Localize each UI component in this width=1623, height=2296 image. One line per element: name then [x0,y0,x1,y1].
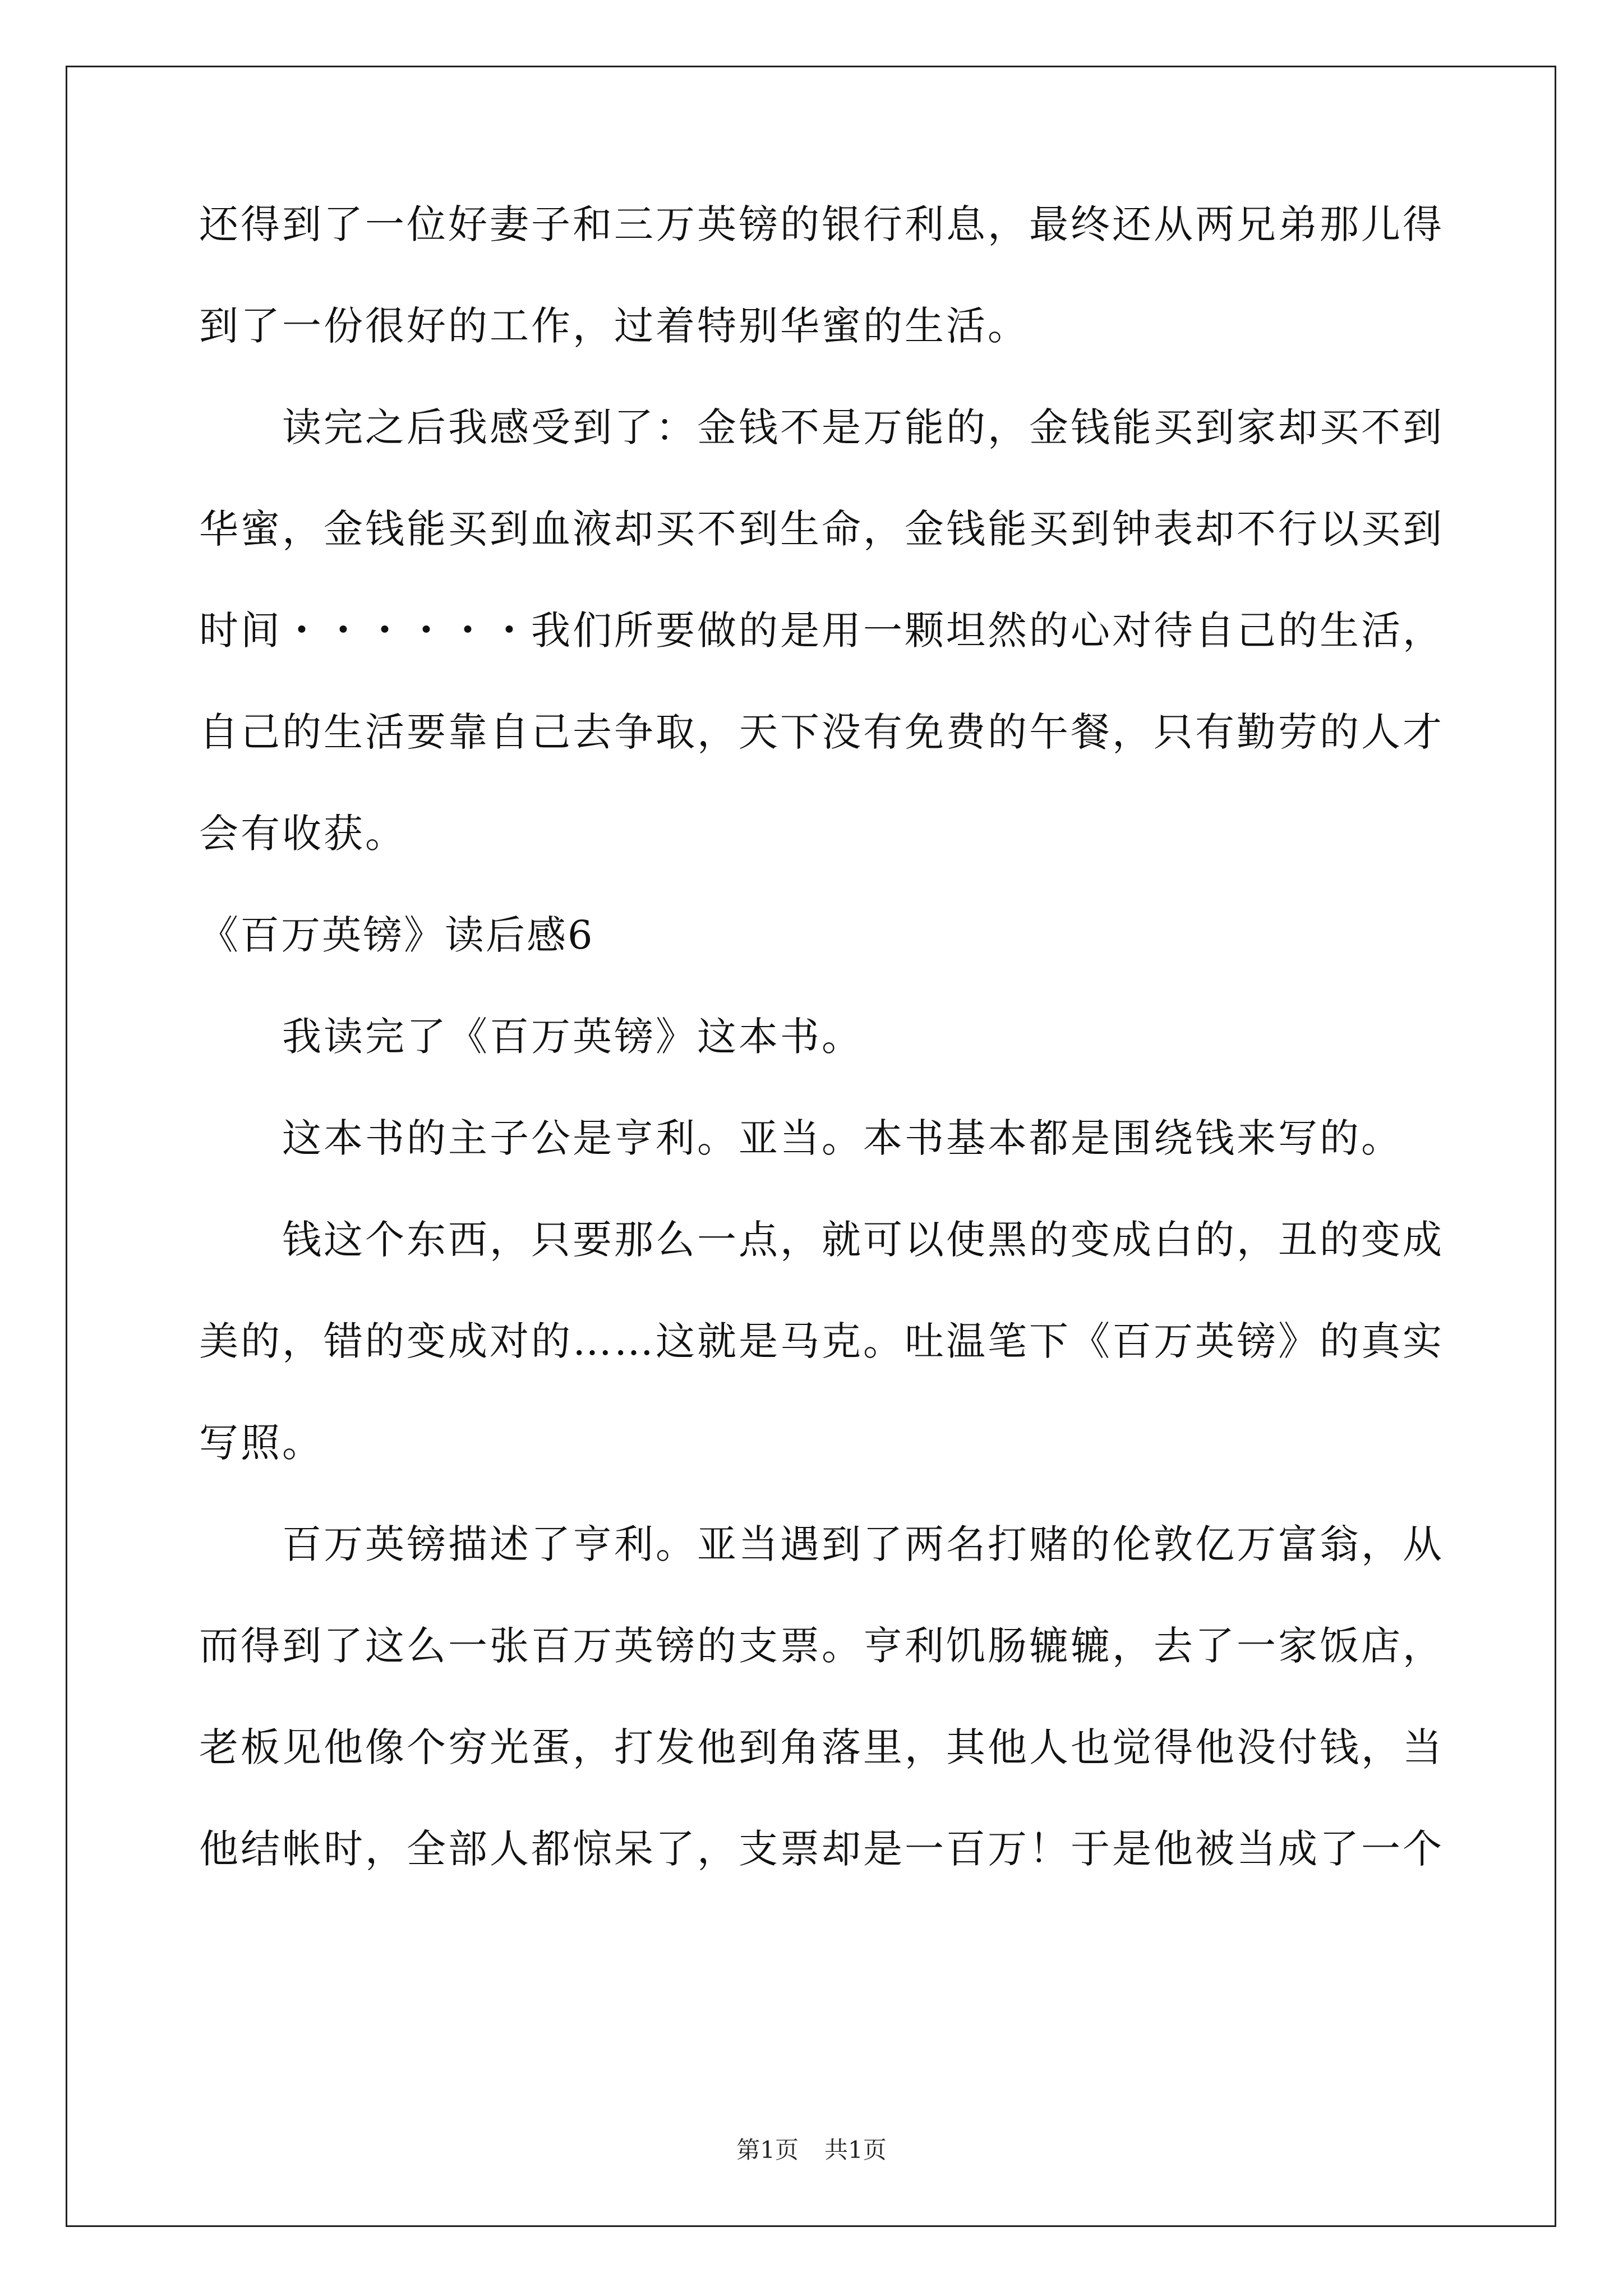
text-line: 华蜜，金钱能买到血液却买不到生命，金钱能买到钟表却不行以买到 [199,506,1444,552]
page-number-total: 共1页 [824,2136,887,2164]
text-line: 这本书的主子公是亨利。亚当。本书基本都是围绕钱来写的。 [282,1115,1403,1161]
text-line: 会有收获。 [199,811,407,857]
text-line: 写照。 [199,1420,324,1466]
text-line: 而得到了这么一张百万英镑的支票。亨利饥肠辘辘，去了一家饭店， [199,1623,1444,1669]
text-line: 我读完了《百万英镑》这本书。 [282,1014,863,1060]
text-line: 还得到了一位好妻子和三万英镑的银行利息，最终还从两兄弟那儿得 [199,201,1444,247]
text-line: 美的，错的变成对的……这就是马克。吐温笔下《百万英镑》的真实 [199,1318,1444,1364]
text-line: 时间・・・・・・我们所要做的是用一颗坦然的心对待自己的生活， [199,608,1444,654]
text-line: 到了一份很好的工作，过着特别华蜜的生活。 [199,303,1029,349]
text-line: 自己的生活要靠自己去争取，天下没有免费的午餐，只有勤劳的人才 [199,709,1444,755]
page-number-current: 第1页 [736,2136,799,2164]
page-footer [0,2138,1623,2162]
text-line: 钱这个东西，只要那么一点，就可以使黑的变成白的，丑的变成 [282,1217,1444,1263]
document-body [199,201,1444,1931]
section-heading: 《百万英镑》读后感6 [199,912,594,958]
text-line: 他结帐时，全部人都惊呆了，支票却是一百万！于是他被当成了一个 [199,1826,1444,1872]
text-line: 老板见他像个穷光蛋，打发他到角落里，其他人也觉得他没付钱，当 [199,1724,1444,1770]
text-line: 百万英镑描述了亨利。亚当遇到了两名打赌的伦敦亿万富翁，从 [282,1521,1444,1567]
text-line: 读完之后我感受到了：金钱不是万能的，金钱能买到家却买不到 [282,404,1444,450]
